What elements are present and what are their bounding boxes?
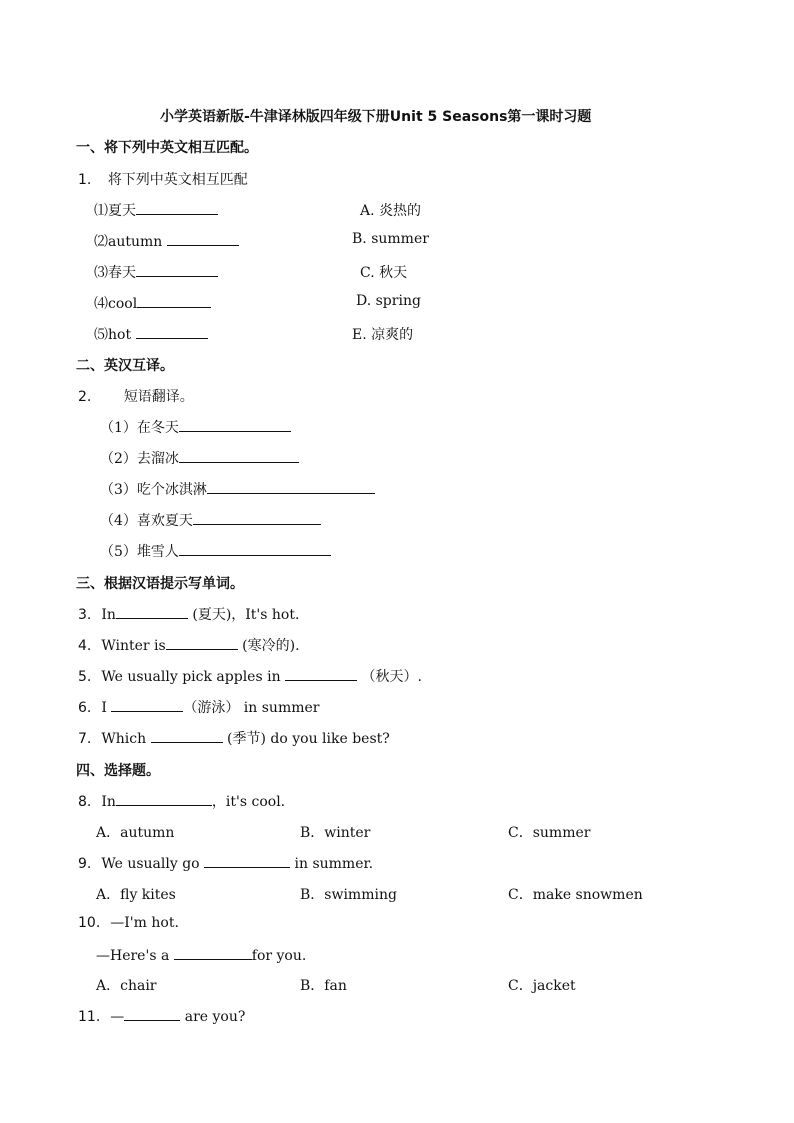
question-4: 4. Winter is (寒冷的). xyxy=(78,635,300,655)
match-right-b: B. summer xyxy=(352,231,429,247)
answer-blank[interactable] xyxy=(179,448,299,463)
match-left-5: ⑸hot xyxy=(94,324,208,344)
section-heading-1: 一、将下列中英文相互匹配。 xyxy=(76,140,258,156)
page-title: 小学英语新版-牛津译林版四年级下册Unit 5 Seasons第一课时习题 xyxy=(160,109,592,125)
question-number: 1. xyxy=(78,172,92,188)
answer-blank[interactable] xyxy=(204,853,290,868)
question-stem: 将下列中英文相互匹配 xyxy=(107,172,248,188)
option-8a[interactable]: A．autumn xyxy=(96,825,175,841)
match-right-d: D. spring xyxy=(356,293,421,309)
phrase-item-2: （2）去溜冰 xyxy=(100,448,299,468)
question-3: 3. In (夏天)，It's hot. xyxy=(78,604,299,624)
option-9b[interactable]: B．swimming xyxy=(300,887,397,903)
answer-blank[interactable] xyxy=(179,417,291,432)
section-heading-2: 二、英汉互译。 xyxy=(76,358,174,374)
section-heading-3: 三、根据汉语提示写单词。 xyxy=(76,576,244,592)
question-stem: 短语翻译。 xyxy=(123,389,194,405)
option-10c[interactable]: C．jacket xyxy=(508,978,576,994)
answer-blank[interactable] xyxy=(167,231,239,246)
question-number: 2. xyxy=(78,389,92,405)
section-heading-4: 四、选择题。 xyxy=(76,763,160,779)
answer-blank[interactable] xyxy=(116,791,212,806)
answer-blank[interactable] xyxy=(136,200,218,215)
question-5: 5. We usually pick apples in （秋天）. xyxy=(78,666,422,686)
answer-blank[interactable] xyxy=(111,697,183,712)
question-8: 8. In ，it's cool. xyxy=(78,791,285,811)
match-right-e: E. 凉爽的 xyxy=(352,327,414,343)
match-left-1: ⑴夏天 xyxy=(94,200,218,220)
match-right-c: C. 秋天 xyxy=(360,265,408,281)
match-left-2: ⑵autumn xyxy=(94,231,239,251)
phrase-item-3: （3）吃个冰淇淋 xyxy=(100,479,375,499)
answer-blank[interactable] xyxy=(116,604,188,619)
phrase-item-5: （5）堆雪人 xyxy=(100,541,331,561)
answer-blank[interactable] xyxy=(124,1006,180,1021)
answer-blank[interactable] xyxy=(193,510,321,525)
answer-blank[interactable] xyxy=(137,293,211,308)
answer-blank[interactable] xyxy=(174,945,252,960)
option-9a[interactable]: A．fly kites xyxy=(96,887,176,903)
question-9: 9. We usually go in summer. xyxy=(78,853,373,872)
match-right-a: A. 炎热的 xyxy=(360,203,422,219)
question-2 xyxy=(78,386,194,406)
phrase-item-1: （1）在冬天 xyxy=(100,417,291,437)
answer-blank[interactable] xyxy=(136,262,218,277)
question-6: 6. I （游泳） in summer xyxy=(78,697,319,717)
question-7: 7. Which (季节) do you like best? xyxy=(78,728,390,748)
option-10b[interactable]: B．fan xyxy=(300,978,347,994)
answer-blank[interactable] xyxy=(179,541,331,556)
option-9c[interactable]: C．make snowmen xyxy=(508,887,643,903)
answer-blank[interactable] xyxy=(166,635,238,650)
option-8b[interactable]: B．winter xyxy=(300,825,371,841)
phrase-item-4: （4）喜欢夏天 xyxy=(100,510,321,530)
option-8c[interactable]: C．summer xyxy=(508,825,591,841)
question-10: 10. —I'm hot. xyxy=(78,915,179,931)
answer-blank[interactable] xyxy=(207,479,375,494)
question-11: 11. — are you? xyxy=(78,1006,245,1025)
option-10a[interactable]: A．chair xyxy=(96,978,157,994)
answer-blank[interactable] xyxy=(151,728,223,743)
answer-blank[interactable] xyxy=(285,666,357,681)
question-10-line2: —Here's a for you. xyxy=(96,945,306,964)
question-1 xyxy=(78,169,248,189)
match-left-3: ⑶春天 xyxy=(94,262,218,282)
answer-blank[interactable] xyxy=(136,324,208,339)
match-left-4: ⑷cool xyxy=(94,293,211,313)
